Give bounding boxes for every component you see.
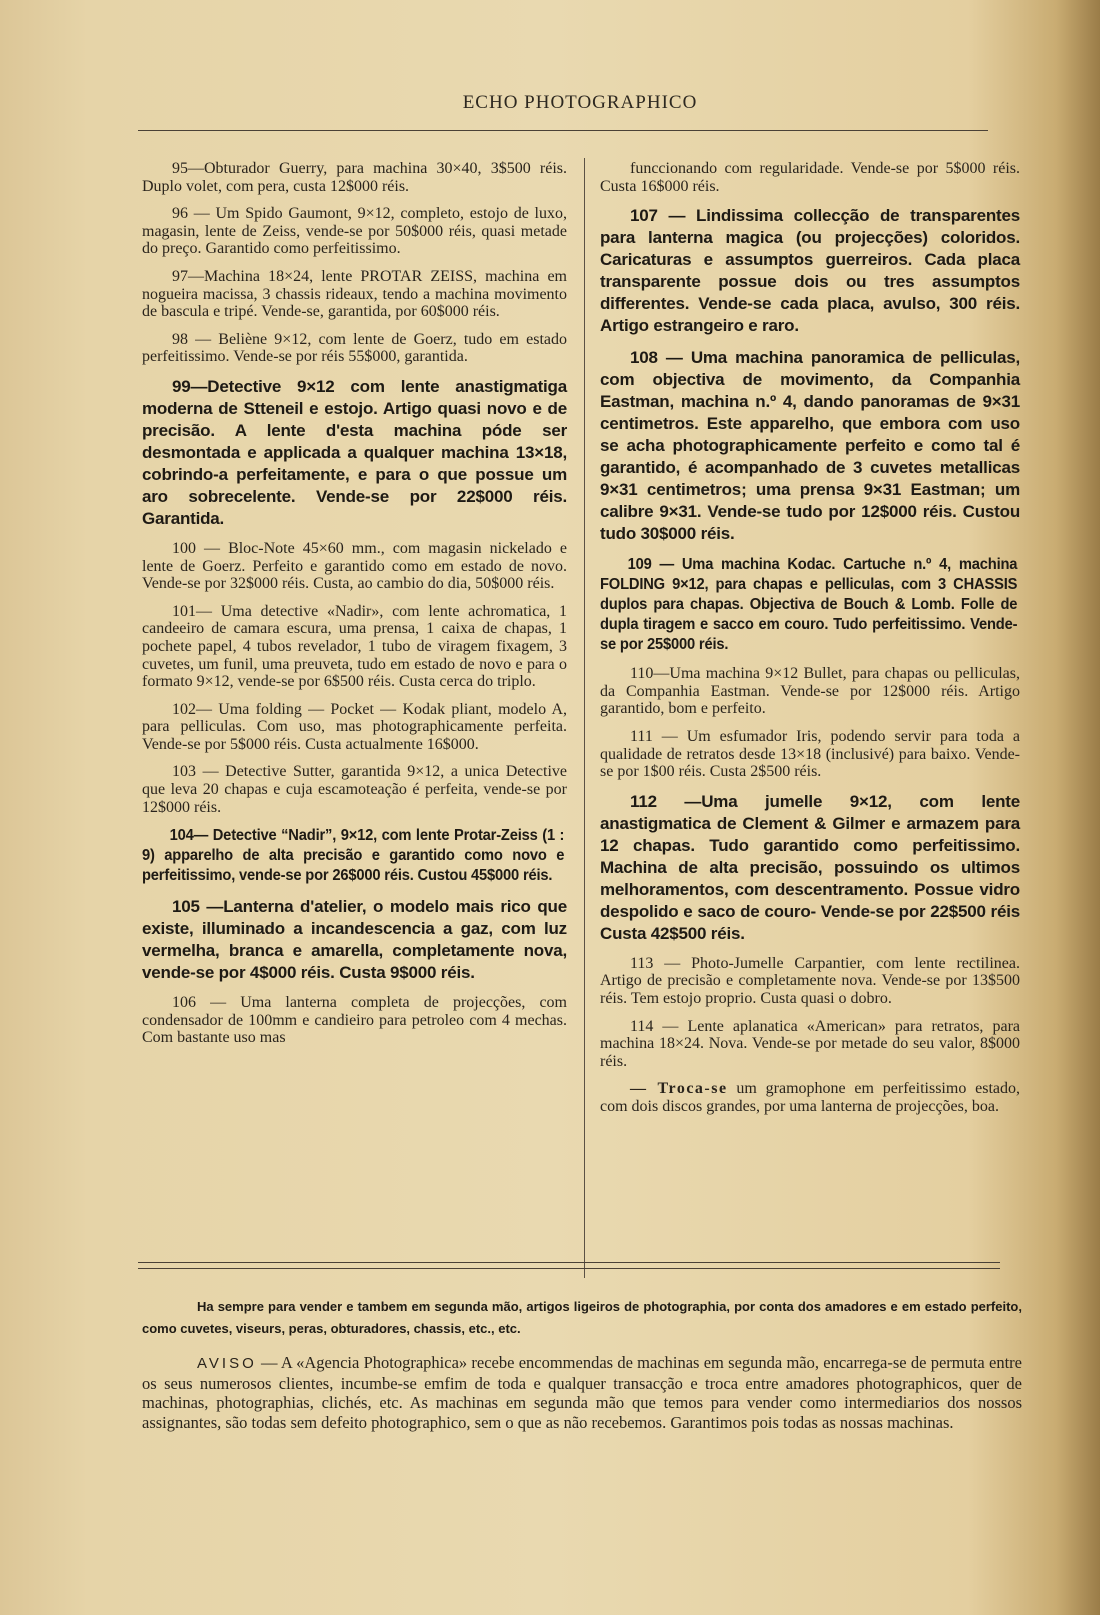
listing-item: funccionando com regularidade. Vende-se por 5$000 réis. Custa 16$000 réis. xyxy=(600,160,1020,195)
listing-item: 99—Detective 9×12 com lente anastigmatiga moderna de Stteneil e estojo. Artigo quasi novo e de precisão. A lente d'esta machina póde ser desmontada e applicada a qualquer machina 13×18, cobrindo-a perfeitamente, e para o que possue um aro sobrecelente. Vende-se por 22$000 réis. Garantida. xyxy=(142,376,567,528)
right-column xyxy=(600,160,1020,1126)
listing-item: 113 — Photo-Jumelle Carpantier, com lente rectilinea. Artigo de precisão e completamente nova. Vende-se por 13$500 réis. Tem estojo proprio. Custa quasi o dobro. xyxy=(600,954,1020,1007)
aviso-paragraph xyxy=(142,1353,1022,1432)
listing-item: 105 —Lanterna d'atelier, o modelo mais rico que existe, illuminado a incandescencia a gaz, com luz vermelha, branca e amarella, completamente nova, vende-se por 4$000 réis. Custa 9$000 réis. xyxy=(142,897,567,983)
listing-item: 96 — Um Spido Gaumont, 9×12, completo, estojo de luxo, magasin, lente de Zeiss, vende-se por 50$000 réis, quasi metade do preço. Garantido como perfeitissimo. xyxy=(142,205,567,258)
listing-item: 109 — Uma machina Kodac. Cartuche n.º 4, machina FOLDING 9×12, para chapas e pelliculas, com 3 CHASSIS duplos para chapas. Objectiva de Bouch & Lomb. Folle de dupla tiragem e sacco em couro. Tudo perfeitissimo. Vende-se por 25$000 réis. xyxy=(600,556,1018,654)
listing-item: 103 — Detective Sutter, garantida 9×12, a unica Detective que leva 20 chapas e cuja escamoteação é perfeita, vende-se por 12$000 réis. xyxy=(142,763,567,816)
header-rule xyxy=(138,130,988,131)
listing-item: 108 — Uma machina panoramica de pelliculas, com objectiva de movimento, da Companhia Eastman, machina n.º 4, dando panoramas de 9×31 centimetros. Este apparelho, que embora com uso se acha photographicamente perfeito e como tal é garantido, é acompanhado de 3 cuvetes metallicas 9×31 centimetros; uma prensa 9×31 Eastman; um calibre 9×31. Vende-se tudo por 12$000 réis. Custou tudo 30$000 réis. xyxy=(600,348,1020,544)
listing-item: 98 — Beliène 9×12, com lente de Goerz, tudo em estado perfeitissimo. Vende-se por réis 55$000, garantida. xyxy=(142,330,567,366)
listing-item: 114 — Lente aplanatica «American» para retratos, para machina 18×24. Nova. Vende-se por metade do seu valor, 8$000 réis. xyxy=(600,1017,1020,1070)
listing-item: 102— Uma folding — Pocket — Kodak pliant, modelo A, para pelliculas. Com uso, mas photographicamente perfeita. Vende-se por 5$000 réis. Custa actualmente 16$000. xyxy=(142,700,567,753)
troca-text: um gramophone em perfeitissimo estado, com dois discos grandes, por uma lanterna de projecções, boa. xyxy=(600,1080,1020,1115)
footer-rule-top xyxy=(138,1262,1000,1263)
footer-note: Ha sempre para vender e tambem em segunda mão, artigos ligeiros de photographia, por conta dos amadores e em estado perfeito, como cuvetes, viseurs, peras, obturadores, chassis, etc., etc. xyxy=(142,1299,1022,1336)
column-divider xyxy=(584,158,585,1278)
listing-item: 111 — Um esfumador Iris, podendo servir para toda a qualidade de retratos desde 13×18 (inclusivé) para baixo. Vende-se por 1$00 réis. Custa 2$500 réis. xyxy=(600,727,1020,781)
listing-item: 112 —Uma jumelle 9×12, com lente anastigmatica de Clement & Gilmer e armazem para 12 chapas. Tudo garantido como perfeitissimo. Machina de alta precisão, possuindo os ultimos melhoramentos, com descentramento. Possue vidro despolido e saco de couro- Vende-se por 22$500 réis Custa 42$500 réis. xyxy=(600,791,1020,943)
aviso-text: — A «Agencia Photographica» recebe encommendas de machinas em segunda mão, encarrega-se de permuta entre os seus numerosos clientes, incumbe-se emfim de toda e qualquer transacção e troca entre amadores photographicos, quer de machinas, photographias, clichés, etc. As machinas em segunda mão que temos para vender como intermediarios dos nossos assignantes, são todas sem defeito photographico, sem o que as não recebemos. Garantimos pois todas as nossas machinas. xyxy=(142,1353,1022,1432)
troca-item xyxy=(600,1080,1020,1115)
listing-item: 106 — Uma lanterna completa de projecções, com condensador de 100mm e candieiro para petroleo com 4 mechas. Com bastante uso mas xyxy=(142,994,567,1047)
listing-item: 107 — Lindissima collecção de transparentes para lanterna magica (ou projecções) coloridos. Caricaturas e assumptos guerreiros. Cada placa transparente possue dois ou tres assumptos differentes. Vende-se cada placa, avulso, 300 réis. Artigo estrangeiro e raro. xyxy=(600,206,1020,336)
listing-item: 110—Uma machina 9×12 Bullet, para chapas ou pelliculas, da Companhia Eastman. Vende-se por 12$000 réis. Artigo garantido, bom e perfeito. xyxy=(600,665,1020,718)
listing-item: 97—Machina 18×24, lente PROTAR ZEISS, machina em nogueira macissa, 3 chassis rideaux, tendo a machina movimento de bascula e tripé. Vende-se, garantida, por 60$000 réis. xyxy=(142,267,567,321)
listing-item: 104— Detective “Nadir”, 9×12, com lente Protar-Zeiss (1 : 9) apparelho de alta precisão e garantido como novo e perfeitissimo, vende-se por 26$000 réis. Custou 45$000 réis. xyxy=(142,827,565,885)
listing-item: 100 — Bloc-Note 45×60 mm., com magasin nickelado e lente de Goerz. Perfeito e garantido como em estado de novo. Vende-se por 32$000 réis. Custa, ao cambio do dia, 50$000 réis. xyxy=(142,539,567,593)
aviso-label: AVISO xyxy=(197,1355,257,1372)
listing-item: 101— Uma detective «Nadir», com lente achromatica, 1 candeeiro de camara escura, uma prensa, 1 caixa de chapas, 1 pochete papel, 4 tubos revelador, 1 tubo de viragem fixagem, 3 cuvetes, um funil, uma preuveta, tudo em estado de novo e para o formato 9×12, vende-se por 6$500 réis. Custa cerca do triplo. xyxy=(142,602,567,691)
troca-label: — Troca-se xyxy=(630,1080,728,1098)
page-header: ECHO PHOTOGRAPHICO xyxy=(462,92,698,113)
left-column xyxy=(142,160,567,1057)
listing-item: 95—Obturador Guerry, para machina 30×40, 3$500 réis. Duplo volet, com pera, custa 12$000 réis. xyxy=(142,160,567,195)
footer-rule-bottom xyxy=(138,1268,1000,1269)
